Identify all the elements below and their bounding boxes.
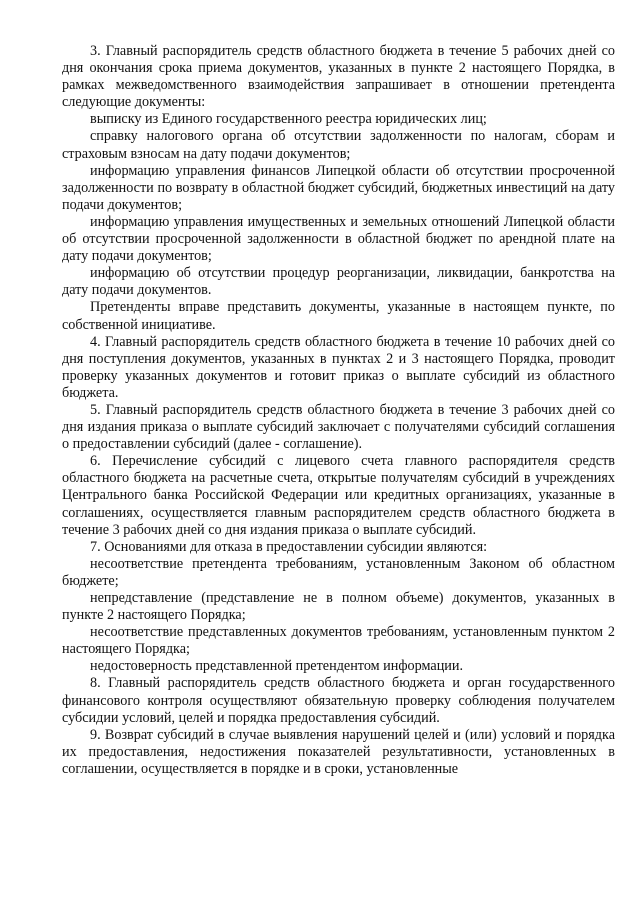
paragraph-7: 7. Основаниями для отказа в предоставлении субсидии являются: xyxy=(90,538,488,555)
list-item-egrul-extract: выписку из Единого государственного реестра юридических лиц; xyxy=(90,111,487,128)
list-item-tax-certificate: справку налогового органа об отсутствии задолженности по налогам, сборам и страховым взносам на дату подачи документов; xyxy=(62,128,615,162)
paragraph-9: 9. Возврат субсидий в случае выявления нарушений целей и (или) условий и порядка их предоставления, недостижения показателей результативности, установленных в соглашении, осуществляется в порядке и в сроки, установленные xyxy=(62,726,615,777)
paragraph-8: 8. Главный распорядитель средств областного бюджета и орган государственного финансового контроля осуществляют обязательную проверку соблюдения получателем субсидии условий, целей и порядка предоставления субсидий. xyxy=(62,675,615,726)
paragraph-3-intro: 3. Главный распорядитель средств областного бюджета в течение 5 рабочих дней со дня окончания срока приема документов, указанных в пункте 2 настоящего Порядка, в рамках межведомственного взаимодействия запрашивает в отношении претендента следующие документы: xyxy=(62,43,615,111)
paragraph-own-initiative: Претенденты вправе представить документы, указанные в настоящем пункте, по собственной инициативе. xyxy=(62,299,615,333)
list-item-documents-missing: непредставление (представление не в полном объеме) документов, указанных в пункте 2 настоящего Порядка; xyxy=(62,590,615,624)
list-item-requirements-mismatch: несоответствие претендента требованиям, установленным Законом об областном бюджете; xyxy=(62,555,615,589)
paragraph-4: 4. Главный распорядитель средств областного бюджета в течение 10 рабочих дней со дня поступления документов, указанных в пунктах 2 и 3 настоящего Порядка, проводит проверку указанных документов и готовит приказ о выплате субсидий из областного бюджета. xyxy=(62,333,615,401)
list-item-false-information: недостоверность представленной претендентом информации. xyxy=(90,658,464,675)
paragraph-5: 5. Главный распорядитель средств областного бюджета в течение 3 рабочих дней со дня издания приказа о выплате субсидий заключает с получателями субсидий соглашения о предоставлении субсидий (далее - соглашение). xyxy=(62,401,615,453)
document-page xyxy=(62,43,615,778)
list-item-documents-mismatch: несоответствие представленных документов требованиям, установленным пунктом 2 настоящего Порядка; xyxy=(62,624,615,658)
list-item-reorganization-info: информацию об отсутствии процедур реорганизации, ликвидации, банкротства на дату подачи документов. xyxy=(62,265,615,299)
list-item-property-info: информацию управления имущественных и земельных отношений Липецкой области об отсутствии просроченной задолженности в областной бюджет по арендной плате на дату подачи документов; xyxy=(62,213,615,265)
list-item-finance-info: информацию управления финансов Липецкой области об отсутствии просроченной задолженности по возврату в областной бюджет субсидий, бюджетных инвестиций на дату подачи документов; xyxy=(62,162,615,213)
paragraph-6: 6. Перечисление субсидий с лицевого счета главного распорядителя средств областного бюджета на расчетные счета, открытые получателям субсидий в учреждениях Центрального банка Российской Федерации или кредитных организациях, указанные в соглашениях, осуществляется главным распорядителем средств областного бюджета в течение 3 рабочих дней со дня издания приказа о выплате субсидий. xyxy=(62,453,615,538)
